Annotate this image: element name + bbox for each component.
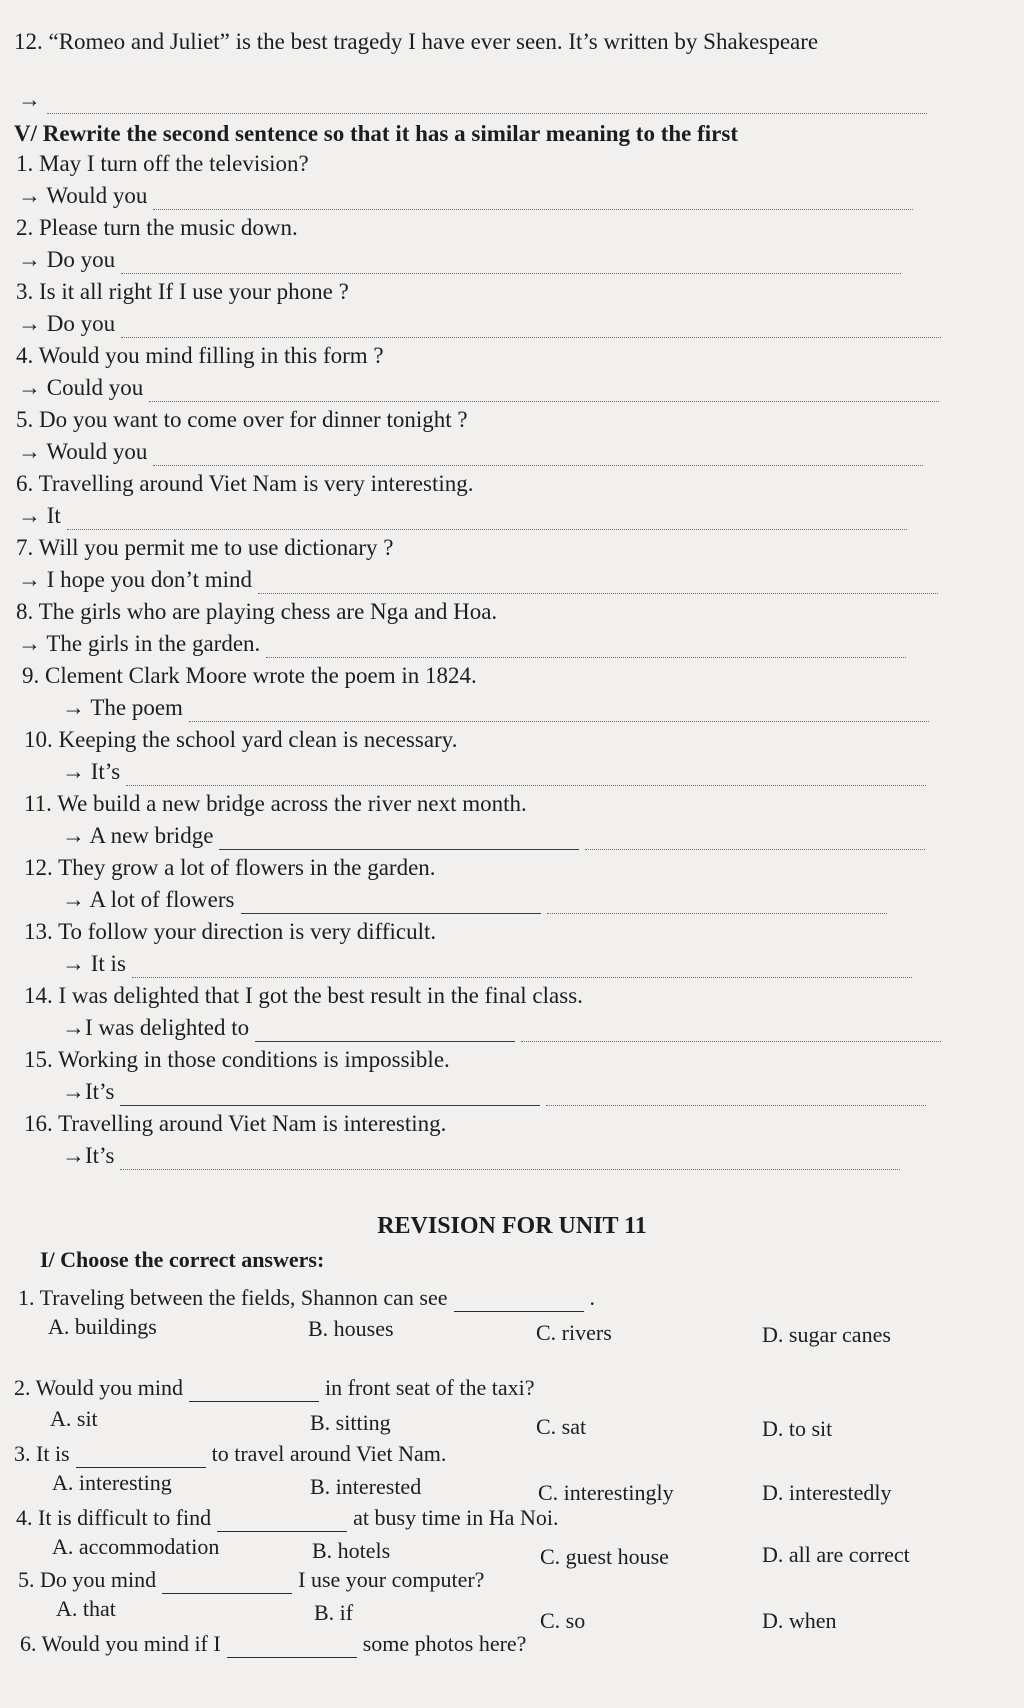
item-8-answer[interactable]: → The girls in the garden. — [18, 630, 906, 658]
q2-option-b[interactable]: B. sitting — [310, 1410, 391, 1435]
item-12-answer[interactable]: → A lot of flowers — [62, 886, 887, 914]
q1-option-a[interactable]: A. buildings — [48, 1314, 157, 1339]
question-12-line: 12. “Romeo and Juliet” is the best tragedy I have ever seen. It’s written by Shakespeare — [14, 29, 819, 54]
item-15-question: 15. Working in those conditions is impossible. — [24, 1047, 450, 1072]
q2-option-d[interactable]: D. to sit — [762, 1416, 833, 1441]
item-6-question: 6. Travelling around Viet Nam is very interesting. — [16, 471, 474, 496]
item-3-question: 3. Is it all right If I use your phone ? — [16, 279, 349, 304]
item-10-answer[interactable]: → It’s — [62, 758, 926, 786]
item-4-question: 4. Would you mind filling in this form ? — [16, 343, 384, 368]
item-2-answer[interactable]: → Do you — [18, 246, 901, 274]
item-14-answer[interactable]: →I was delighted to — [62, 1014, 941, 1042]
item-7-answer[interactable]: → I hope you don’t mind — [18, 566, 938, 594]
revision-title: REVISION FOR UNIT 11 — [377, 1213, 647, 1239]
mc-question-3: 3. It is to travel around Viet Nam. — [14, 1441, 447, 1466]
item-4-answer[interactable]: → Could you — [18, 374, 939, 402]
item-1-answer[interactable]: → Would you — [18, 182, 913, 210]
item-13-question: 13. To follow your direction is very difficult. — [24, 919, 437, 944]
item-11-question: 11. We build a new bridge across the river next month. — [24, 791, 527, 816]
item-9-question: 9. Clement Clark Moore wrote the poem in 1824. — [22, 663, 477, 688]
item-8-question: 8. The girls who are playing chess are Nga and Hoa. — [16, 599, 498, 624]
q1-option-b[interactable]: B. houses — [308, 1316, 394, 1341]
q5-option-d[interactable]: D. when — [762, 1608, 837, 1633]
item-7-question: 7. Will you permit me to use dictionary ? — [16, 535, 394, 560]
q4-option-b[interactable]: B. hotels — [312, 1538, 391, 1563]
mc-question-4: 4. It is difficult to find at busy time in Ha Noi. — [16, 1505, 559, 1530]
item-13-answer[interactable]: → It is — [62, 950, 912, 978]
q5-option-b[interactable]: B. if — [314, 1600, 354, 1625]
item-16-answer[interactable]: →It’s — [62, 1142, 900, 1170]
item-6-answer[interactable]: → It — [18, 502, 907, 530]
item-9-answer[interactable]: → The poem — [62, 694, 929, 722]
mc-question-2: 2. Would you mind in front seat of the taxi? — [14, 1375, 535, 1400]
item-1-question: 1. May I turn off the television? — [16, 151, 309, 176]
q5-option-a[interactable]: A. that — [56, 1596, 116, 1621]
q3-option-c[interactable]: C. interestingly — [538, 1480, 674, 1505]
item-11-answer[interactable]: → A new bridge — [62, 822, 925, 850]
q4-option-d[interactable]: D. all are correct — [762, 1542, 910, 1567]
q1-option-d[interactable]: D. sugar canes — [762, 1322, 891, 1347]
item-5-answer[interactable]: → Would you — [18, 438, 923, 466]
q3-option-b[interactable]: B. interested — [310, 1474, 422, 1499]
q5-option-c[interactable]: C. so — [540, 1608, 586, 1633]
item-15-answer[interactable]: →It’s — [62, 1078, 926, 1106]
item-14-question: 14. I was delighted that I got the best result in the final class. — [24, 983, 583, 1008]
q4-option-a[interactable]: A. accommodation — [52, 1534, 220, 1559]
item-10-question: 10. Keeping the school yard clean is necessary. — [24, 727, 458, 752]
q2-option-c[interactable]: C. sat — [536, 1414, 587, 1439]
item-2-question: 2. Please turn the music down. — [16, 215, 298, 240]
mc-question-6: 6. Would you mind if I some photos here? — [20, 1631, 527, 1656]
mc-question-5: 5. Do you mind I use your computer? — [18, 1567, 485, 1592]
q4-option-c[interactable]: C. guest house — [540, 1544, 669, 1569]
q2-option-a[interactable]: A. sit — [50, 1406, 98, 1431]
item-12-question: 12. They grow a lot of flowers in the garden. — [24, 855, 436, 880]
q1-option-c[interactable]: C. rivers — [536, 1320, 612, 1345]
answer-12-line: → — [18, 86, 927, 114]
q3-option-a[interactable]: A. interesting — [52, 1470, 172, 1495]
item-3-answer[interactable]: → Do you — [18, 310, 941, 338]
q3-option-d[interactable]: D. interestedly — [762, 1480, 892, 1505]
item-16-question: 16. Travelling around Viet Nam is interesting. — [24, 1111, 447, 1136]
item-5-question: 5. Do you want to come over for dinner tonight ? — [16, 407, 468, 432]
section-i-heading: I/ Choose the correct answers: — [40, 1247, 325, 1272]
mc-question-1: 1. Traveling between the fields, Shannon can see . — [18, 1285, 596, 1310]
section-v-heading: V/ Rewrite the second sentence so that it has a similar meaning to the first — [14, 121, 738, 146]
